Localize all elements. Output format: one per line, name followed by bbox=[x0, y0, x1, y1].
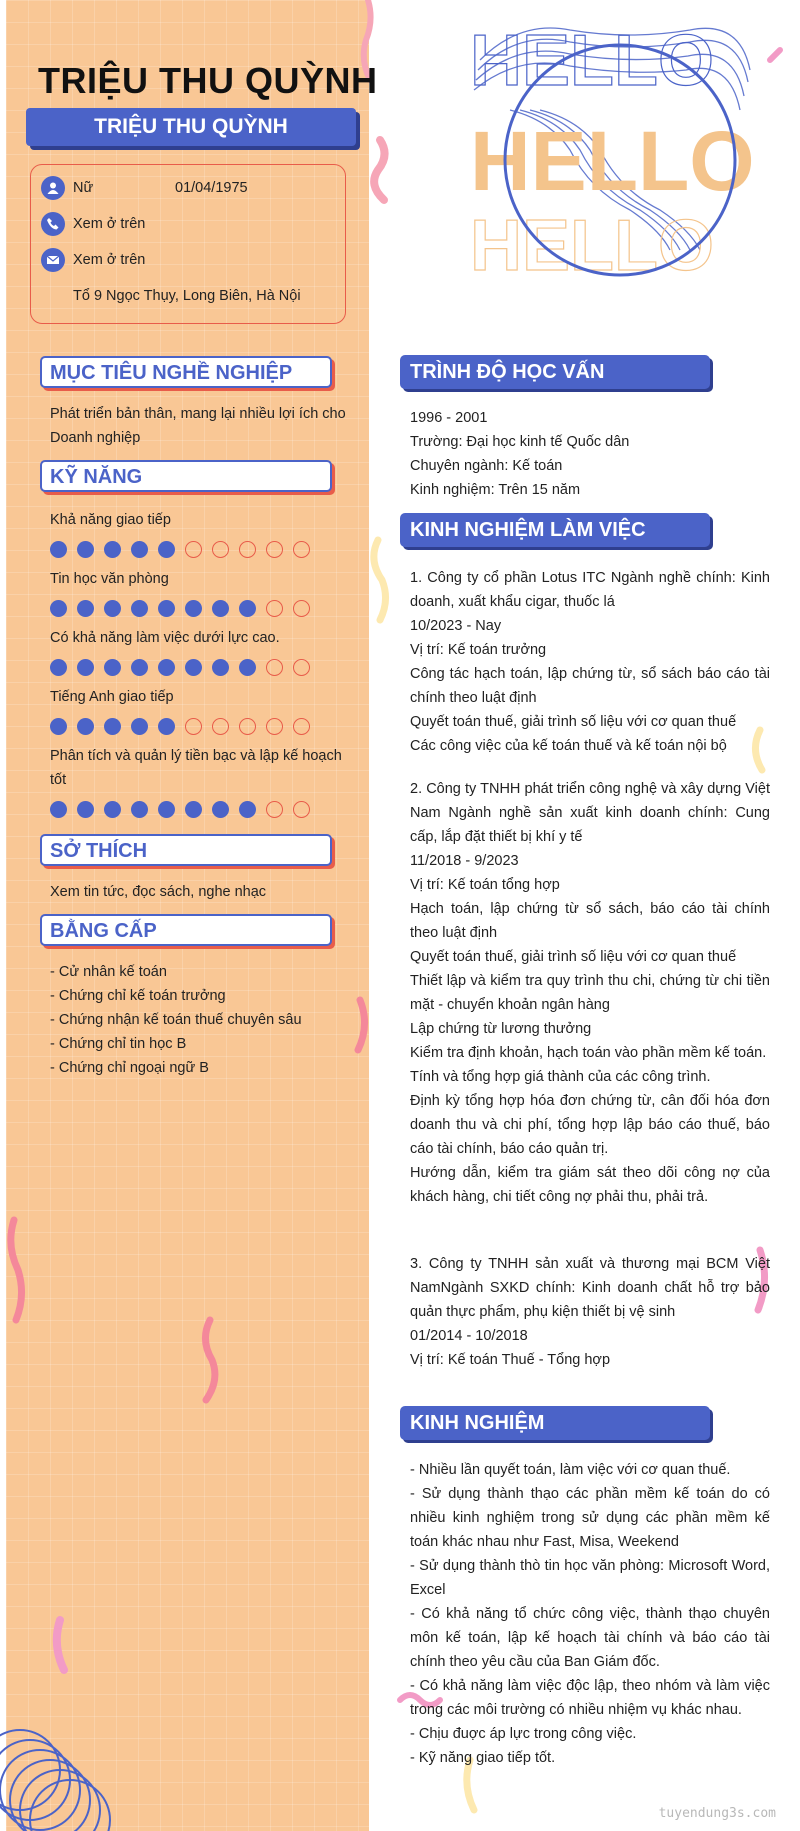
job-line: Các công việc của kế toán thuế và kế toán nội bộ bbox=[410, 738, 727, 754]
certificate-item: - Chứng chỉ ngoại ngữ B bbox=[50, 1060, 209, 1076]
experience-line: - Có khả năng tổ chức công việc, thành thạo chuyên môn kế toán, lập kế hoạch tài chính và báo cáo tài chính theo yêu cầu của Ban Giám đốc. bbox=[410, 1606, 770, 1670]
skill-label: Tiếng Anh giao tiếp bbox=[50, 689, 174, 705]
skill-rating bbox=[50, 600, 310, 617]
rating-dot-filled bbox=[239, 801, 256, 818]
rating-dot-empty bbox=[266, 659, 283, 676]
education-line: Chuyên ngành: Kế toán bbox=[410, 458, 563, 474]
rating-dot-empty bbox=[212, 718, 229, 735]
certificate-item: - Chứng chỉ tin học B bbox=[50, 1036, 187, 1052]
svg-text:HELLO: HELLO bbox=[470, 206, 714, 286]
dob-value: 01/04/1975 bbox=[175, 180, 248, 196]
rating-dot-filled bbox=[77, 659, 94, 676]
address-value: Tổ 9 Ngọc Thụy, Long Biên, Hà Nội bbox=[73, 288, 301, 304]
job-line: Hạch toán, lập chứng từ sổ sách, báo cáo tài chính theo luật định bbox=[410, 901, 770, 941]
contact-gender-row bbox=[41, 175, 248, 201]
svg-text:HELLO: HELLO bbox=[470, 114, 755, 208]
skills-heading: KỸ NĂNG bbox=[40, 460, 332, 492]
certificates-heading: BẰNG CẤP bbox=[40, 914, 332, 946]
rating-dot-empty bbox=[293, 801, 310, 818]
objective-text: Phát triển bản thân, mang lại nhiều lợi ích cho Doanh nghiệp bbox=[50, 406, 346, 446]
education-block bbox=[410, 406, 770, 502]
certificate-item: - Chứng nhận kế toán thuế chuyên sâu bbox=[50, 1012, 302, 1028]
contact-box bbox=[30, 164, 346, 324]
rating-dot-filled bbox=[185, 600, 202, 617]
objective-heading: MỤC TIÊU NGHỀ NGHIỆP bbox=[40, 356, 332, 388]
rating-dot-filled bbox=[131, 600, 148, 617]
job-line: Hướng dẫn, kiểm tra giám sát theo dõi công nợ của khách hàng, chi tiết công nợ phải thu, phải trả. bbox=[410, 1165, 770, 1205]
rating-dot-filled bbox=[158, 600, 175, 617]
rating-dot-empty bbox=[293, 718, 310, 735]
skill-rating bbox=[50, 659, 310, 676]
rating-dot-filled bbox=[131, 659, 148, 676]
education-line: 1996 - 2001 bbox=[410, 410, 488, 426]
job-line: 1. Công ty cổ phần Lotus ITC Ngành nghề chính: Kinh doanh, xuất khẩu cigar, thuốc lá bbox=[410, 570, 770, 610]
work-job-2 bbox=[410, 777, 770, 1209]
rating-dot-filled bbox=[50, 541, 67, 558]
rating-dot-empty bbox=[266, 600, 283, 617]
education-line: Trường: Đại học kinh tế Quốc dân bbox=[410, 434, 630, 450]
job-line: Quyết toán thuế, giải trình số liệu với cơ quan thuế bbox=[410, 949, 737, 965]
job-line: Lập chứng từ lương thưởng bbox=[410, 1021, 592, 1037]
rating-dot-filled bbox=[185, 659, 202, 676]
contact-phone-row bbox=[41, 211, 145, 237]
work-job-1 bbox=[410, 566, 770, 758]
phone-icon bbox=[41, 212, 65, 236]
experience-line: - Sử dụng thành thò tin học văn phòng: Microsoft Word, Excel bbox=[410, 1558, 770, 1598]
rating-dot-filled bbox=[50, 600, 67, 617]
rating-dot-empty bbox=[293, 541, 310, 558]
rating-dot-filled bbox=[77, 801, 94, 818]
rating-dot-empty bbox=[293, 600, 310, 617]
skill-label: Khả năng giao tiếp bbox=[50, 512, 171, 528]
job-line: 3. Công ty TNHH sản xuất và thương mại BCM Việt NamNgành SXKD chính: Kinh doanh chất hỗ trợ bảo quản thực phẩm, phụ kiện thiết bị vệ sinh bbox=[410, 1256, 770, 1320]
skill-rating bbox=[50, 801, 310, 818]
job-line: Tính và tổng hợp giá thành của các công trình. bbox=[410, 1069, 711, 1085]
rating-dot-filled bbox=[212, 801, 229, 818]
job-line: 10/2023 - Nay bbox=[410, 618, 502, 634]
experience-heading: KINH NGHIỆM bbox=[400, 1406, 710, 1440]
hobbies-text: Xem tin tức, đọc sách, nghe nhạc bbox=[50, 884, 267, 900]
job-line: Định kỳ tổng hợp hóa đơn chứng từ, cân đối hóa đơn doanh thu và chi phí, tổng hợp lập báo cáo thuế, báo cáo tài chính, báo cáo quản trị. bbox=[410, 1093, 770, 1157]
job-line: Công tác hạch toán, lập chứng từ, sổ sách báo cáo tài chính theo luật định bbox=[410, 666, 770, 706]
job-line: Vị trí: Kế toán tổng hợp bbox=[410, 877, 560, 893]
certificates-list bbox=[50, 960, 350, 1080]
rating-dot-filled bbox=[104, 600, 121, 617]
rating-dot-filled bbox=[158, 718, 175, 735]
job-line: Vị trí: Kế toán Thuế - Tổng hợp bbox=[410, 1352, 611, 1368]
work-job-3 bbox=[410, 1252, 770, 1372]
job-line: Kiểm tra định khoản, hạch toán vào phần mềm kế toán. bbox=[410, 1045, 767, 1061]
work-heading: KINH NGHIỆM LÀM VIỆC bbox=[400, 513, 710, 547]
job-line: Vị trí: Kế toán trưởng bbox=[410, 642, 547, 658]
rating-dot-filled bbox=[77, 718, 94, 735]
site-watermark: tuyendung3s.com bbox=[658, 1806, 776, 1821]
rating-dot-empty bbox=[239, 541, 256, 558]
experience-line: - Chịu đuợc áp lực trong công việc. bbox=[410, 1726, 637, 1742]
rating-dot-empty bbox=[239, 718, 256, 735]
candidate-name-banner: TRIỆU THU QUỲNH bbox=[26, 108, 356, 146]
candidate-name: TRIỆU THU QUỲNH bbox=[38, 60, 378, 101]
experience-line: - Kỹ năng giao tiếp tốt. bbox=[410, 1750, 556, 1766]
education-line: Kinh nghiệm: Trên 15 năm bbox=[410, 482, 581, 498]
skill-label: Tin học văn phòng bbox=[50, 571, 169, 587]
contact-email-row bbox=[41, 247, 145, 273]
rating-dot-filled bbox=[131, 801, 148, 818]
rating-dot-filled bbox=[239, 600, 256, 617]
experience-block bbox=[410, 1458, 770, 1770]
skill-label: Có khả năng làm việc dưới lực cao. bbox=[50, 630, 280, 646]
hello-graphic bbox=[450, 10, 790, 300]
gender-value: Nữ bbox=[73, 180, 94, 196]
skill-rating bbox=[50, 541, 310, 558]
rating-dot-filled bbox=[104, 801, 121, 818]
job-line: 01/2014 - 10/2018 bbox=[410, 1328, 528, 1344]
rating-dot-filled bbox=[77, 541, 94, 558]
experience-line: - Sử dụng thành thạo các phần mềm kế toán do có nhiều kinh nghiệm trong sử dụng các phần mềm kế toán khác nhau như Fast, Misa, Weekend bbox=[410, 1486, 770, 1550]
rating-dot-filled bbox=[50, 801, 67, 818]
rating-dot-empty bbox=[185, 541, 202, 558]
mail-icon bbox=[41, 248, 65, 272]
contact-address-row bbox=[73, 283, 301, 309]
person-icon bbox=[41, 176, 65, 200]
rating-dot-filled bbox=[212, 659, 229, 676]
rating-dot-filled bbox=[77, 600, 94, 617]
rating-dot-filled bbox=[239, 659, 256, 676]
rating-dot-filled bbox=[158, 541, 175, 558]
education-heading: TRÌNH ĐỘ HỌC VẤN bbox=[400, 355, 710, 389]
rating-dot-filled bbox=[104, 541, 121, 558]
certificate-item: - Cử nhân kế toán bbox=[50, 964, 167, 980]
job-line: 2. Công ty TNHH phát triển công nghệ và xây dựng Việt Nam Ngành nghề sản xuất kinh doanh chính: Cung cấp, lắp đặt thiết bị khí y tế bbox=[410, 781, 770, 845]
rating-dot-empty bbox=[185, 718, 202, 735]
job-line: Quyết toán thuế, giải trình số liệu với cơ quan thuế bbox=[410, 714, 737, 730]
hobbies-heading: SỞ THÍCH bbox=[40, 834, 332, 866]
rating-dot-filled bbox=[131, 718, 148, 735]
rating-dot-filled bbox=[131, 541, 148, 558]
job-line: 11/2018 - 9/2023 bbox=[410, 853, 519, 869]
rating-dot-empty bbox=[266, 718, 283, 735]
certificate-item: - Chứng chỉ kế toán trưởng bbox=[50, 988, 226, 1004]
experience-line: - Có khả năng làm việc độc lập, theo nhóm và làm việc trong các môi trường có nhiều nhiệm vụ khác nhau. bbox=[410, 1678, 770, 1718]
phone-value: Xem ở trên bbox=[73, 216, 146, 232]
rating-dot-filled bbox=[212, 600, 229, 617]
rating-dot-empty bbox=[266, 541, 283, 558]
experience-line: - Nhiều lần quyết toán, làm việc với cơ quan thuế. bbox=[410, 1462, 731, 1478]
rating-dot-filled bbox=[104, 718, 121, 735]
rating-dot-filled bbox=[50, 718, 67, 735]
rating-dot-filled bbox=[158, 659, 175, 676]
rating-dot-empty bbox=[212, 541, 229, 558]
svg-text:HELLO: HELLO bbox=[470, 21, 714, 101]
rating-dot-filled bbox=[50, 659, 67, 676]
rating-dot-empty bbox=[266, 801, 283, 818]
email-value: Xem ở trên bbox=[73, 252, 146, 268]
rating-dot-filled bbox=[158, 801, 175, 818]
skill-label: Phân tích và quản lý tiền bạc và lập kế hoạch tốt bbox=[50, 748, 342, 788]
rating-dot-filled bbox=[185, 801, 202, 818]
job-line: Thiết lập và kiểm tra quy trình thu chi, chứng từ chi tiền mặt - chuyển khoản ngân hàng bbox=[410, 973, 770, 1013]
rating-dot-empty bbox=[293, 659, 310, 676]
skill-rating bbox=[50, 718, 310, 735]
rating-dot-filled bbox=[104, 659, 121, 676]
